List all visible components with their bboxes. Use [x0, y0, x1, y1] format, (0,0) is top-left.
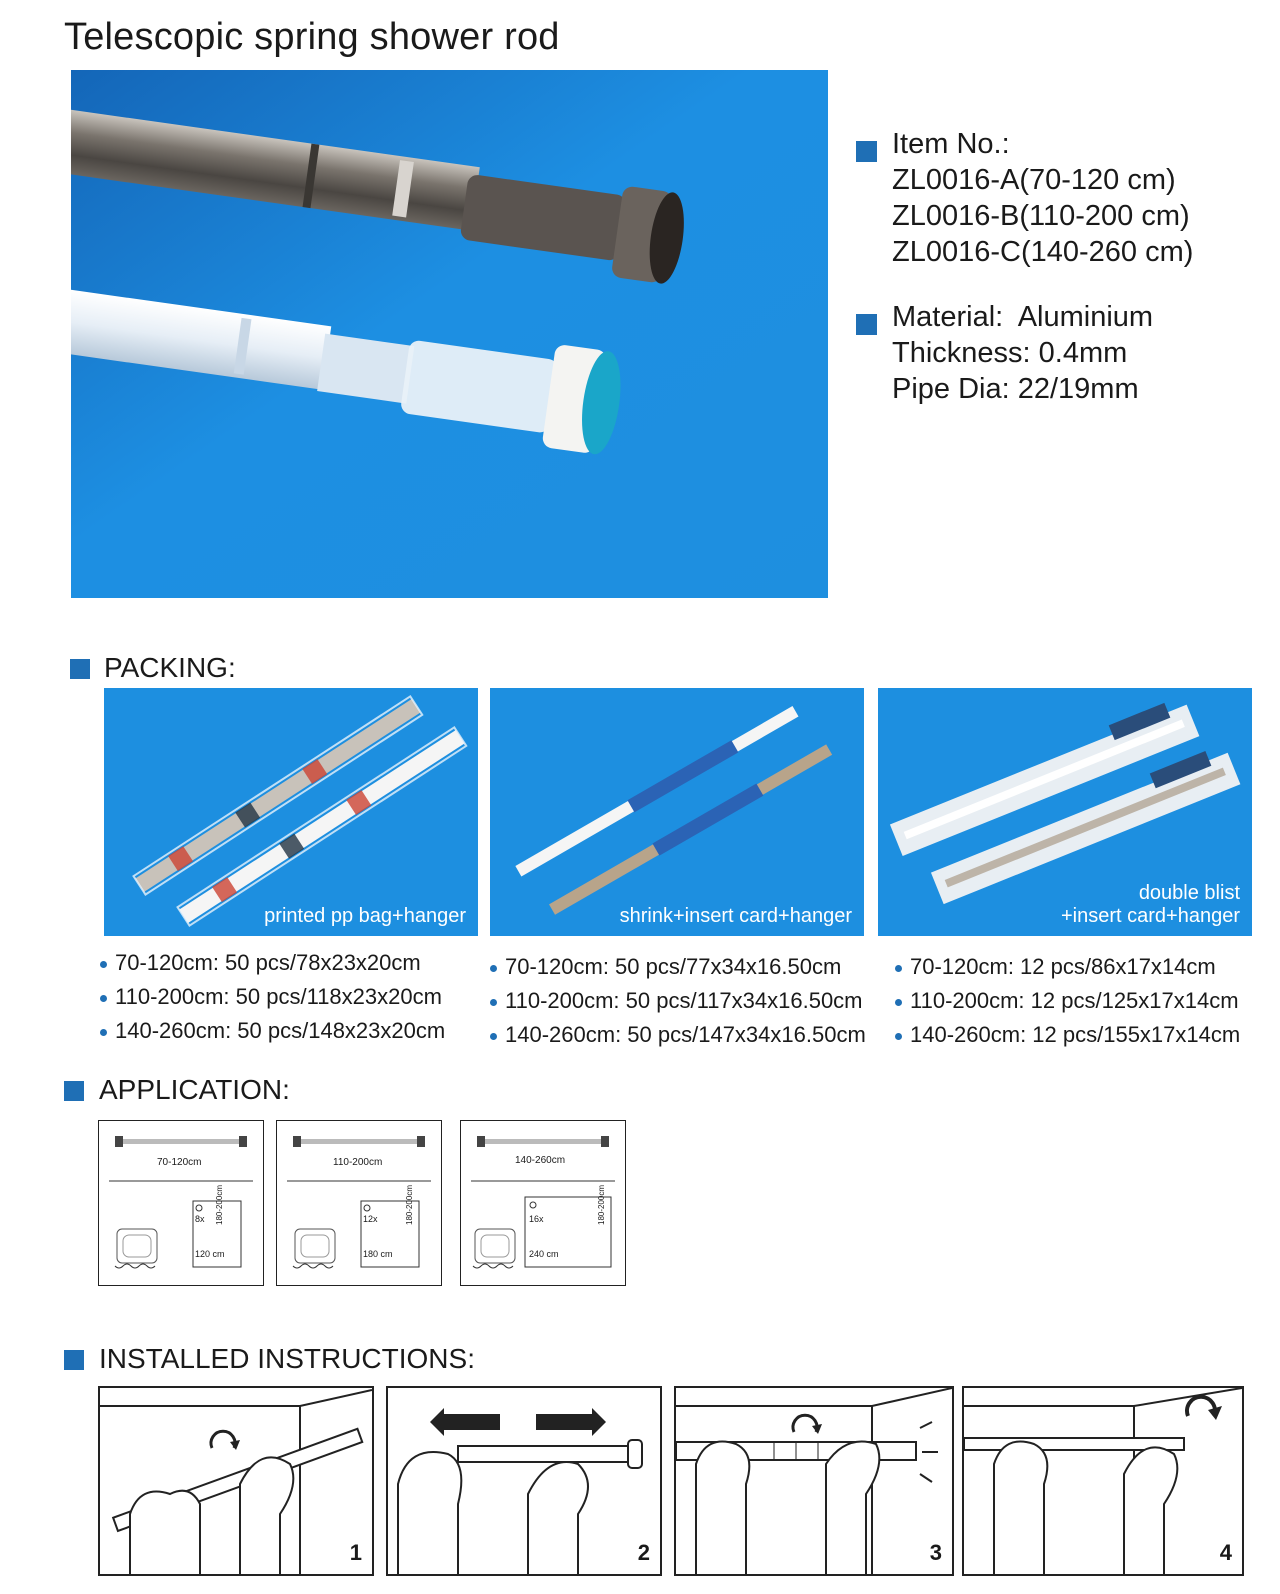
bullet-dot-icon [100, 961, 107, 968]
rod-range-label: 70-120cm [157, 1157, 202, 1168]
material-spec: Material: Aluminium [892, 301, 1154, 333]
application-heading: APPLICATION: [99, 1074, 290, 1105]
bullet-dot-icon [100, 995, 107, 1002]
pipe-diameter-spec: Pipe Dia: 22/19mm [892, 373, 1139, 405]
bathroom-layout-illustration [277, 1121, 441, 1285]
curtain-width-label: 120 cm [195, 1249, 225, 1259]
application-card [276, 1120, 442, 1286]
packing-heading: PACKING: [104, 652, 236, 683]
instruction-step [962, 1386, 1244, 1576]
thickness-spec: Thickness: 0.4mm [892, 337, 1128, 369]
item-number-a: ZL0016-A(70-120 cm) [892, 164, 1176, 196]
curtain-height-label: 180-200cm [405, 1184, 414, 1225]
page-title: Telescopic spring shower rod [64, 16, 560, 58]
curtain-width-label: 240 cm [529, 1249, 559, 1259]
curtain-height-label: 180-200cm [597, 1184, 606, 1225]
hands-extending-rod-illustration [388, 1388, 660, 1574]
list-item: 110-200cm: 50 pcs/118x23x20cm [100, 984, 442, 1010]
curtain-width-label: 180 cm [363, 1249, 393, 1259]
bullet-square-icon [64, 1081, 84, 1101]
rod-pressed-to-wall-illustration [676, 1388, 952, 1574]
instruction-step [674, 1386, 954, 1576]
packing-caption-line: double blist [1138, 882, 1240, 904]
bullet-square-icon [70, 659, 90, 679]
bullet-square-icon [64, 1350, 84, 1370]
packing-photo-pp-bag [104, 688, 478, 936]
list-item: 70-120cm: 50 pcs/77x34x16.50cm [490, 954, 841, 980]
instruction-step [386, 1386, 662, 1576]
list-item: 140-260cm: 50 pcs/148x23x20cm [100, 1018, 445, 1044]
bullet-square-icon [856, 141, 877, 162]
list-item: 110-200cm: 12 pcs/125x17x14cm [895, 988, 1239, 1014]
packing-caption: printed pp bag+hanger [264, 905, 466, 927]
bathroom-layout-illustration [99, 1121, 263, 1285]
bullet-dot-icon [895, 999, 902, 1006]
rod-range-label: 110-200cm [333, 1157, 383, 1168]
application-card [98, 1120, 264, 1286]
hands-twisting-rod-illustration [100, 1388, 372, 1574]
instructions-heading: INSTALLED INSTRUCTIONS: [99, 1343, 475, 1374]
packing-photo-double-blister [878, 688, 1252, 936]
item-number-b: ZL0016-B(110-200 cm) [892, 200, 1190, 232]
list-item: 140-260cm: 12 pcs/155x17x14cm [895, 1022, 1240, 1048]
curtain-height-label: 180-200cm [215, 1184, 224, 1225]
packing-caption: shrink+insert card+hanger [619, 905, 852, 927]
item-number-label: Item No.: [892, 128, 1010, 160]
bullet-dot-icon [490, 1033, 497, 1040]
packing-photo-shrink [490, 688, 864, 936]
list-item: 110-200cm: 50 pcs/117x34x16.50cm [490, 988, 863, 1014]
bullet-square-icon [856, 314, 877, 335]
shrink-illustration [490, 688, 864, 936]
step-number: 4 [1219, 1540, 1232, 1565]
product-photo [71, 70, 828, 598]
ring-count-label: 8x [195, 1214, 205, 1224]
bullet-dot-icon [895, 965, 902, 972]
list-item: 70-120cm: 12 pcs/86x17x14cm [895, 954, 1216, 980]
bullet-dot-icon [100, 1029, 107, 1036]
application-card [460, 1120, 626, 1286]
bullet-dot-icon [490, 999, 497, 1006]
step-number: 1 [349, 1540, 362, 1565]
step-number: 2 [637, 1540, 650, 1565]
list-item: 140-260cm: 50 pcs/147x34x16.50cm [490, 1022, 866, 1048]
step-number: 3 [929, 1540, 942, 1565]
rod-locking-illustration [964, 1388, 1242, 1574]
ring-count-label: 16x [529, 1214, 544, 1224]
bullet-dot-icon [490, 965, 497, 972]
item-number-c: ZL0016-C(140-260 cm) [892, 236, 1194, 268]
instruction-step [98, 1386, 374, 1576]
bullet-dot-icon [895, 1033, 902, 1040]
pp-bag-illustration [104, 688, 478, 936]
list-item: 70-120cm: 50 pcs/78x23x20cm [100, 950, 421, 976]
packing-caption-line: +insert card+hanger [1060, 905, 1240, 927]
ring-count-label: 12x [363, 1214, 378, 1224]
packing-caption [1061, 882, 1240, 928]
rod-range-label: 140-260cm [515, 1155, 566, 1166]
